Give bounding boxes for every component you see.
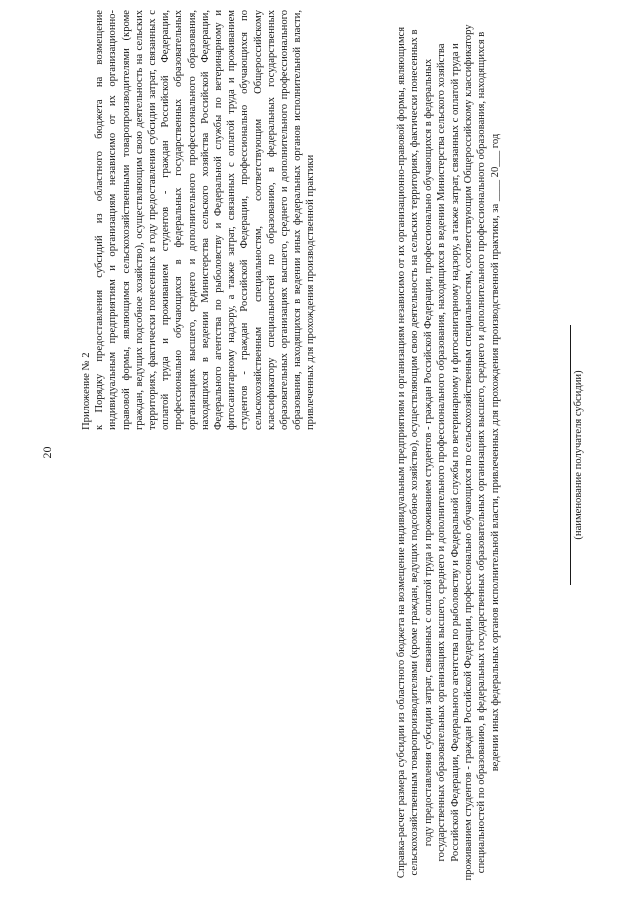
certificate-heading: Справка-расчет размера субсидии из областного бюджета на возмещение индивидуальным предприятиям и организациям независимо от их организационно-правовой формы, являющимся сельскохозяйственным товаропроизводителями (кроме граждан, ведущих подсобное хозяйство), осуществляющим свою деятельность на сельских территориях, фактически понесенных в году предоставления субсидии затрат, связанных с оплатой труда и проживанием студентов - граждан Российской Федерации, профессионально обучающихся в федеральных государственных образовательных организациях высшего, среднего и дополнительного профессионального образования, находящихся в ведении Министерства сельского хозяйства Российской Федерации, Федерального агентства по рыболовству и Федеральной службы по ветеринарному и фитосанитарному надзору, а также затрат, связанных с оплатой труда и проживанием студентов - граждан Российской Федерации, профессионально обучающихся по сельскохозяйственным специальностям, соответствующим Общероссийскому классификатору специальностей по образованию, в федеральных государственных образовательных организациях высшего, среднего и дополнительного профессионального образования, находящихся в ведении иных федеральных органов исполнительной власти, привлеченных для прохождения производственной практики, за ____ 20___ год xyxy=(396,24,501,881)
signature-line xyxy=(570,325,571,585)
signature-block xyxy=(570,305,584,605)
page-number: 20 xyxy=(40,446,54,459)
signature-caption: (наименование получателя субсидии) xyxy=(573,370,584,540)
appendix-title: Приложение № 2 xyxy=(81,352,92,430)
appendix-body: к Порядку предоставления субсидий из областного бюджета на возмещение индивидуальным предприятиям и организациям независимо от их организационно-правовой формы, являющимся сельскохозяйственными товаропроизводителями (кроме граждан, ведущих подсобное хозяйство), осуществляющим свою деятельность на сельских территориях, фактически понесенных в году предоставления субсидии затрат, связанных с оплатой труда и проживанием студентов - граждан Российской Федерации, профессионально обучающихся в федеральных государственных образовательных организациях высшего, среднего и дополнительного профессионального образования, находящихся в ведении Министерства сельского хозяйства Российской Федерации, Федерального агентства по рыболовству и Федеральной службы по ветеринарному и фитосанитарному надзору, а также затрат, связанных с оплатой труда и проживанием студентов - граждан Российской Федерации, профессионально обучающихся по сельскохозяйственным специальностям, соответствующим Общероссийскому классификатору специальностей по образованию, в федеральных государственных образовательных организациях высшего, среднего и дополнительного профессионального образования, находящихся в ведении иных федеральных органов исполнительной власти, привлеченных для прохождения производственной практики xyxy=(94,10,317,430)
appendix-block xyxy=(80,10,318,430)
